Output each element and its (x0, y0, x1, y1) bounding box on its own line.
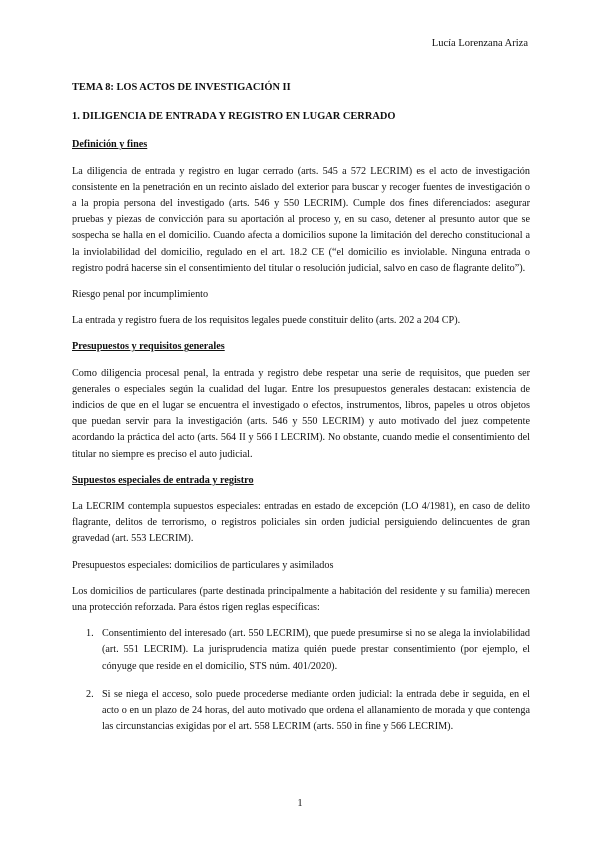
list-item-number: 1. (86, 628, 94, 640)
author-name: Lucía Lorenzana Ariza (431, 38, 528, 49)
list-item (72, 626, 530, 675)
list-item-number: 2. (86, 688, 94, 700)
definicion-heading: Definición y fines (72, 139, 148, 151)
document-title: TEMA 8: LOS ACTOS DE INVESTIGACIÓN II (72, 82, 291, 93)
riesgo-text: La entrada y registro fuera de los requisitos legales puede constituir delito (arts. 202 a 204 CP). (72, 315, 461, 327)
list-item (72, 687, 530, 736)
section-title: 1. DILIGENCIA DE ENTRADA Y REGISTRO EN LUGAR CERRADO (72, 111, 396, 123)
supuestos-paragraph: La LECRIM contempla supuestos especiales: entradas en estado de excepción (LO 4/1981), en caso de delito flagrante, delitos de terrorismo, o registros policiales sin orden judicial persiguiendo delincuentes de gran gravedad (art. 553 LECRIM). (72, 501, 530, 545)
page-number: 1 (297, 798, 303, 809)
page-content (72, 80, 530, 748)
presupuestos-paragraph: Como diligencia procesal penal, la entrada y registro debe respetar una serie de requisitos, que pueden ser generales o especiales según la cualidad del lugar. Entre los presupuestos generales destacan: existencia de indicios de que en el lugar se encuentra el investigado o efectos, instrumentos, libros, papeles u otros objetos que puedan servir para la investigación (arts. 546 y 550 LECRIM) y auto motivado del juez competente acordando la práctica del acto (arts. 564 II y 566 I LECRIM). No obstante, cuando medie el consentimiento del titular no siempre es preciso el auto judicial. (72, 367, 530, 460)
supuestos-heading: Supuestos especiales de entrada y registro (72, 474, 254, 486)
list-item-text: Consentimiento del interesado (art. 550 LECRIM), que puede presumirse si no se alega la inviolabilidad (art. 551 LECRIM). La jurisprudencia matiza quién puede prestar consentimiento (por ejemplo, el cónyuge que reside en el domicilio, STS núm. 401/2020). (102, 628, 530, 672)
supuestos-intro: Los domicilios de particulares (parte destinada principalmente a habitación del residente y su familia) merecen una protección reforzada. Para éstos rigen reglas específicas: (72, 585, 530, 614)
definicion-paragraph: La diligencia de entrada y registro en lugar cerrado (arts. 545 a 572 LECRIM) es el acto de investigación consistente en la penetración en un recinto aislado del exterior para buscar y recoger fuentes de investigación o a la propia persona del investigado (arts. 546 y 550 LECRIM). Cumple dos fines diferenciados: asegurar pruebas y piezas de convicción para su aportación al proceso y, en su caso, detener al presunto autor que se sospecha se halla en el domicilio. Cuando afecta a domicilios supone la limitación del derecho constitucional a la inviolabilidad del domicilio, regulado en el art. 18.2 CE (“el domicilio es inviolable. Ninguna entrada o registro podrá hacerse sin el consentimiento del titular o resolución judicial, salvo en caso de flagrante delito”). (72, 165, 530, 274)
list-item-text: Si se niega el acceso, solo puede procederse mediante orden judicial: la entrada debe ir seguida, en el acto o en un plazo de 24 horas, del auto motivado que ordena el allanamiento de morada y que contenga las circunstancias exigidas por el art. 558 LECRIM (arts. 550 in fine y 566 LECRIM). (102, 688, 530, 733)
supuestos-sub-label: Presupuestos especiales: domicilios de particulares y asimilados (72, 559, 334, 571)
requirements-list (72, 626, 530, 735)
riesgo-label: Riesgo penal por incumplimiento (72, 289, 209, 301)
presupuestos-heading: Presupuestos y requisitos generales (72, 341, 225, 353)
